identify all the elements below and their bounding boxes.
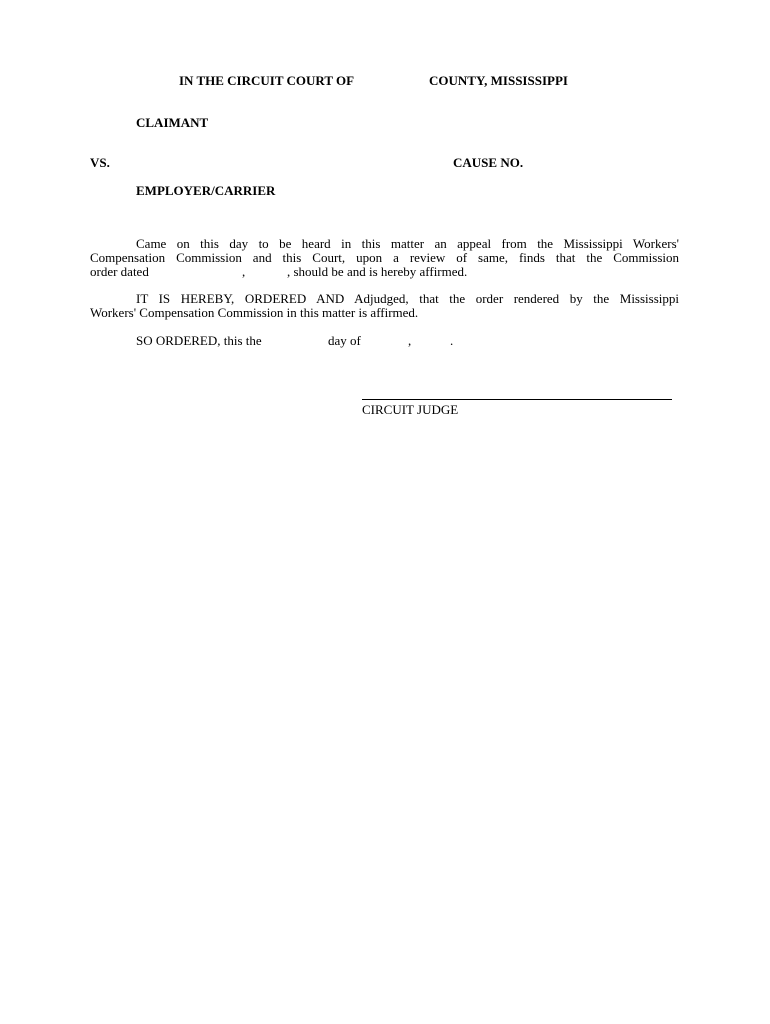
so-ordered-text: SO ORDERED, this the [136, 333, 262, 348]
so-ordered-comma: , [408, 333, 412, 348]
order-dated-comma: , [242, 264, 246, 279]
paragraph-ordered [90, 292, 679, 320]
employer-carrier-label: EMPLOYER/CARRIER [136, 183, 276, 198]
claimant-label: CLAIMANT [136, 115, 209, 130]
order-dated-text: order dated [90, 264, 149, 279]
versus-label: VS. [90, 155, 110, 170]
paragraph-line: Workers' Compensation Commission in this matter is affirmed. [90, 305, 419, 320]
county-title: COUNTY, MISSISSIPPI [429, 73, 568, 88]
circuit-judge-label: CIRCUIT JUDGE [362, 402, 459, 417]
paragraph-line [90, 237, 679, 251]
cause-number-label: CAUSE NO. [453, 155, 524, 170]
so-ordered-period: . [450, 333, 454, 348]
paragraph-text: Came on this day to be heard in this matter an appeal from the Mississippi Workers' [136, 236, 679, 251]
affirmed-text: , should be and is hereby affirmed. [287, 264, 468, 279]
paragraph-line: Compensation Commission and this Court, upon a review of same, finds that the Commission [90, 250, 679, 265]
paragraph-line [90, 292, 679, 306]
paragraph-text: IT IS HEREBY, ORDERED AND Adjudged, that the order rendered by the Mississippi [136, 291, 679, 306]
day-of-text: day of [328, 333, 361, 348]
court-title: IN THE CIRCUIT COURT OF [179, 73, 355, 88]
paragraph-appeal [90, 237, 679, 265]
signature-line [362, 399, 672, 400]
